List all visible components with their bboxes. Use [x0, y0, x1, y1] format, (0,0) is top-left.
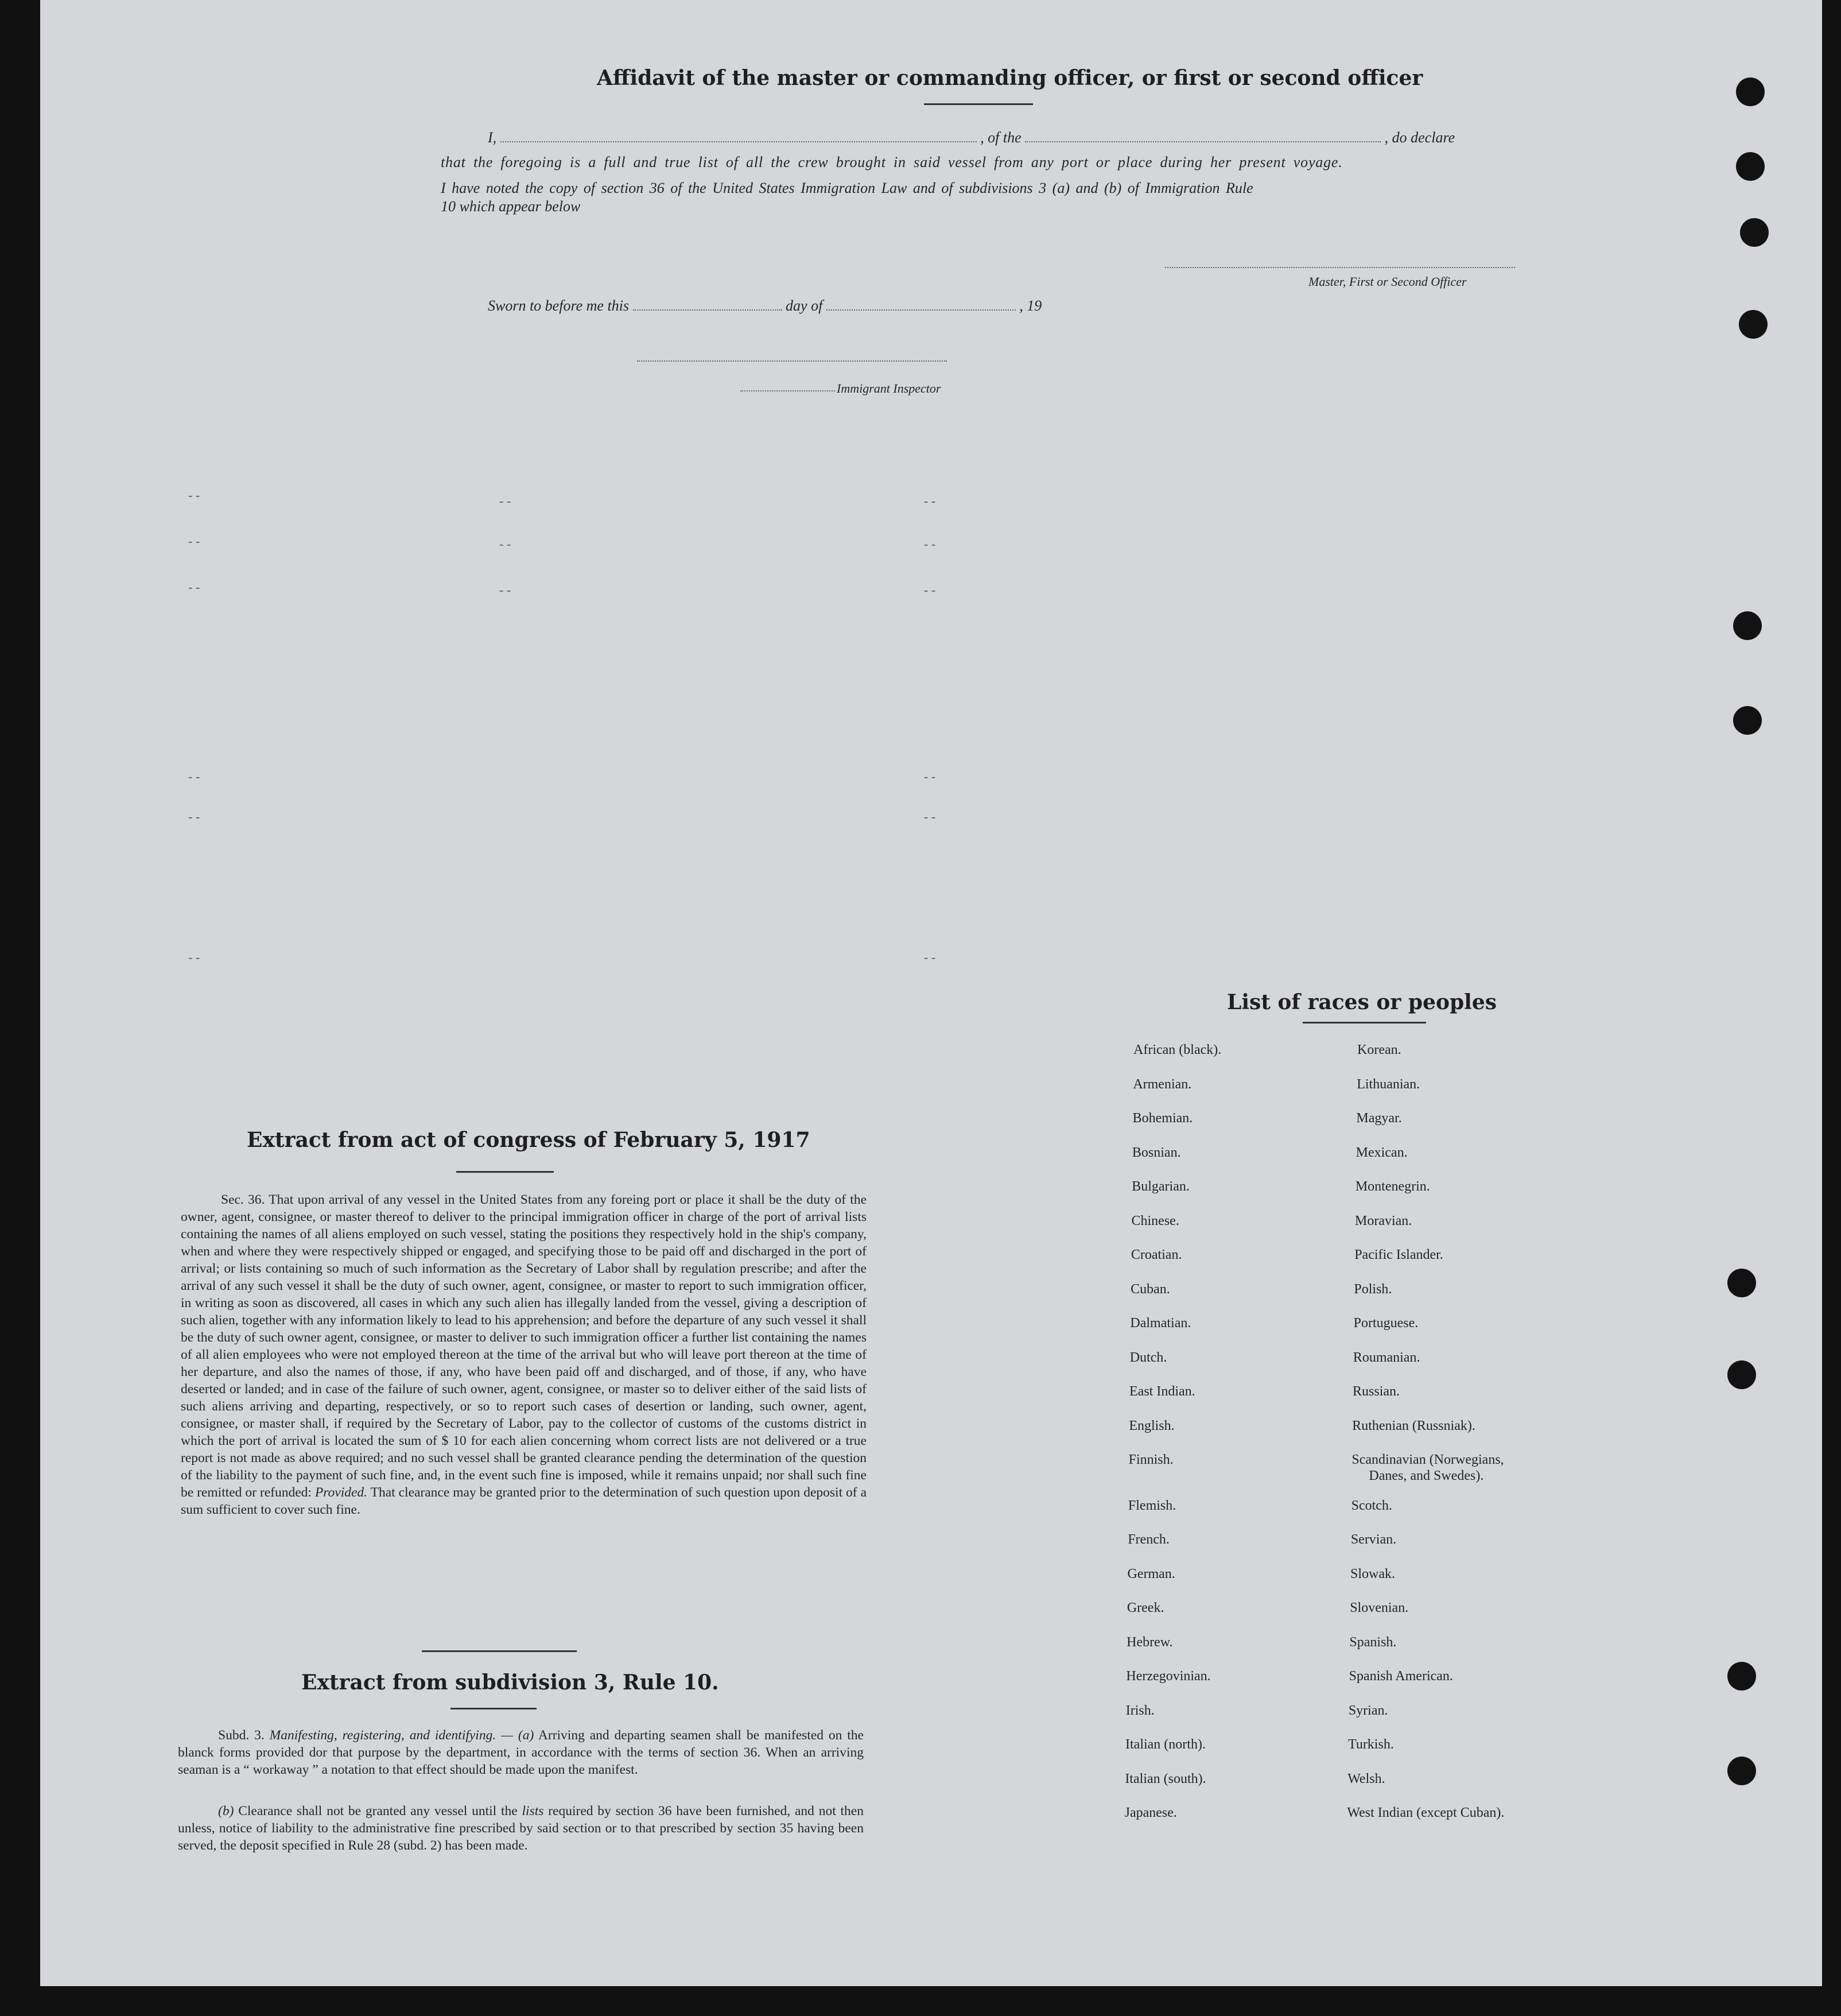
extract-rule-title: Extract from subdivision 3, Rule 10. [301, 1670, 719, 1695]
race-item: Danes, and Swedes). [1369, 1468, 1484, 1483]
binder-hole [1727, 1269, 1756, 1297]
race-item: East Indian. [1129, 1384, 1195, 1399]
faint-dash: - - [499, 583, 511, 597]
section-36-body: That upon arrival of any vessel in the United States from any foreing port or place it shall be the duty of the owner, agent, consignee, or master thereof to deliver to the principal immigration officer in charge of the port of arrival lists containing the names of all aliens employed on such vessel, stating the positions they respectively hold in the ship's company, when and where they were respectively shipped or engaged, and specifying those to be paid off and discharged in the port of arrival; or lists containing so much of such information as the Secretary of Labor shall by regulation prescribe; and after the arrival of any such vessel it shall be the duty of such owner, agent, consignee, or master to report to such immigration officer, in writing as soon as discovered, all cases in which any such alien has illegally landed from the vessel, giving a description of such alien, together with any information likely to lead to his apprehension; and before the departure of any such vessel it shall be the duty of such owner agent, consignee, or master to deliver to such immigration officer a further list containing the names of all alien employees who were not employed thereon at the time of the arrival but who will leave port thereon at the time of her departure, and also the names of those, if any, who have been paid off and discharged, and of those, if any, who have deserted or landed; and in case of the failure of such owner, agent, consignee, or master so to deliver either of the said lists of such aliens arriving and departing, respectively, or so to report such cases of desertion or landing, such owner, agent, consignee, or master shall, if required by the Secretary of Labor, pay to the collector of customs of the customs district in which the port of arrival is located the sum of $ 10 for each alien concerning whom correct lists are not delivered or a true report is not made as above required; and no such vessel shall be granted clearance pending the determination of the question of the liability to the payment of such fine, and, in the event such fine is imposed, while it remains unpaid; nor shall such fine be remitted or refunded: [181, 1192, 867, 1500]
subdivision-3-a-text [178, 1727, 864, 1778]
race-item: Bosnian. [1132, 1145, 1181, 1160]
race-item: Dalmatian. [1130, 1316, 1191, 1331]
binder-hole [1739, 310, 1768, 339]
race-item: Moravian. [1355, 1213, 1412, 1228]
faint-dash: - - [924, 769, 936, 784]
faint-dash: - - [924, 809, 936, 824]
race-item: Polish. [1354, 1281, 1392, 1297]
binder-hole [1727, 1360, 1756, 1389]
extract-rule-title-rule [450, 1708, 537, 1709]
section-divider-rule [422, 1650, 577, 1652]
race-item: English. [1129, 1418, 1175, 1433]
race-item: Syrian. [1348, 1703, 1388, 1718]
race-item: Bulgarian. [1132, 1179, 1190, 1194]
race-item: Croatian. [1131, 1247, 1182, 1262]
faint-dash: - - [924, 583, 936, 597]
race-item: Flemish. [1128, 1498, 1176, 1513]
faint-dash: - - [188, 769, 200, 784]
race-item: Magyar. [1356, 1111, 1402, 1126]
affidavit-i-label: I, [488, 129, 497, 146]
race-item: African (black). [1133, 1042, 1222, 1057]
subdivision-3-b-text [178, 1802, 864, 1854]
subd-label: Subd. 3. [218, 1728, 265, 1743]
binder-hole [1733, 611, 1762, 640]
race-item: West Indian (except Cuban). [1347, 1805, 1505, 1820]
subd-b-body-1: Clearance shall not be granted any vessel until the [238, 1804, 518, 1819]
name-field[interactable] [500, 141, 977, 142]
subd-heading: Manifesting, registering, and identifying. — (a) [269, 1728, 534, 1743]
race-item: Greek. [1127, 1600, 1164, 1615]
race-item: Bohemian. [1132, 1111, 1193, 1126]
sworn-line [488, 297, 1042, 315]
affidavit-of-label: , of the [980, 129, 1022, 146]
race-item: Finnish. [1128, 1452, 1174, 1467]
affidavit-title: Affidavit of the master or commanding officer, or first or second officer [597, 66, 1423, 90]
races-title: List of races or peoples [1227, 990, 1497, 1014]
extract-act-title-rule [456, 1171, 554, 1173]
master-signature-caption: Master, First or Second Officer [1308, 274, 1467, 289]
race-item: Pacific Islander. [1354, 1247, 1443, 1262]
race-item: Armenian. [1133, 1076, 1192, 1092]
race-item: Herzegovinian. [1126, 1669, 1211, 1684]
sworn-label: Sworn to before me this [488, 297, 630, 314]
faint-dash: - - [188, 534, 200, 548]
section-36-label: Sec. 36. [221, 1192, 265, 1207]
subd-b-lists: lists [522, 1804, 544, 1819]
race-item: Chinese. [1131, 1213, 1179, 1228]
race-item: Portuguese. [1353, 1316, 1419, 1331]
race-item: Montenegrin. [1355, 1179, 1430, 1194]
faint-dash: - - [499, 494, 511, 508]
inspector-short-line [740, 390, 835, 391]
race-item: Slovenian. [1350, 1600, 1409, 1615]
affidavit-line-1 [488, 129, 1555, 146]
affidavit-line-3: I have noted the copy of section 36 of the United States Immigration Law and of subdivisions 3 (a) and (b) of Immigration Rule [441, 180, 1253, 196]
binder-hole [1727, 1662, 1756, 1691]
race-item: Spanish American. [1349, 1669, 1453, 1684]
faint-dash: - - [924, 950, 936, 964]
binder-hole [1736, 77, 1765, 106]
day-of-label: day of [786, 297, 823, 314]
race-item: Italian (north). [1125, 1737, 1206, 1752]
race-item: Hebrew. [1127, 1634, 1173, 1650]
affidavit-title-rule [924, 103, 1033, 105]
race-item: Italian (south). [1125, 1771, 1206, 1786]
race-item: Servian. [1350, 1532, 1397, 1547]
faint-dash: - - [188, 580, 200, 594]
master-signature-line[interactable] [1165, 267, 1515, 268]
race-item: Russian. [1353, 1384, 1400, 1399]
race-item: Spanish. [1349, 1634, 1397, 1650]
race-item: Scotch. [1351, 1498, 1392, 1513]
race-item: Roumanian. [1353, 1350, 1420, 1365]
provided-label: Provided. [314, 1485, 368, 1500]
race-item: French. [1128, 1532, 1170, 1547]
binder-hole [1727, 1757, 1756, 1785]
faint-dash: - - [924, 494, 936, 508]
race-item: Korean. [1357, 1042, 1401, 1057]
subd-b-label: (b) [218, 1804, 234, 1819]
binder-hole [1736, 152, 1765, 181]
race-item: Cuban. [1131, 1281, 1170, 1297]
vessel-field[interactable] [1025, 141, 1381, 142]
race-item: Japanese. [1124, 1805, 1177, 1820]
race-item: Irish. [1125, 1703, 1155, 1718]
race-item: Turkish. [1348, 1737, 1394, 1752]
race-item: Dutch. [1129, 1350, 1167, 1365]
faint-dash: - - [499, 537, 511, 551]
races-title-rule [1303, 1022, 1426, 1023]
race-item: Ruthenian (Russniak). [1352, 1418, 1475, 1433]
binder-hole [1740, 218, 1769, 247]
subd-a-body: Arriving and departing seamen shall be manifested on the blanck forms provided dor that purpose by the department, in accordance with the terms of section 36. When an arriving seaman is a “ workaway ” a notation to that effect should be made upon the manifest. [178, 1728, 864, 1777]
inspector-signature-line[interactable] [637, 360, 947, 362]
year-label: , 19 [1019, 297, 1042, 314]
race-item: Mexican. [1355, 1145, 1408, 1160]
race-item: Welsh. [1347, 1771, 1385, 1786]
faint-dash: - - [188, 809, 200, 824]
race-item: Scandinavian (Norwegians, [1351, 1452, 1504, 1467]
race-item: Lithuanian. [1357, 1076, 1420, 1092]
sworn-month-field[interactable] [826, 309, 1016, 311]
faint-dash: - - [188, 488, 200, 502]
binder-hole [1733, 706, 1762, 735]
section-36-end: That clearance may be granted prior to the determination of such question upon deposit of a sum sufficient to cover such fine. [181, 1485, 867, 1517]
faint-dash: - - [188, 950, 200, 964]
subd-b-body-2: required by section 36 have been furnished, and not then unless, notice of liability to the administrative fine prescribed by said section or to that prescribed by section 35 having been served, the deposit specified in Rule 28 (subd. 2) has been made. [178, 1804, 864, 1853]
inspector-caption: Immigrant Inspector [837, 381, 941, 396]
section-36-text [181, 1191, 867, 1518]
sworn-day-field[interactable] [633, 309, 782, 311]
race-item: German. [1127, 1566, 1175, 1581]
affidavit-line-2: that the foregoing is a full and true list of all the crew brought in said vessel from any port or place during her present voyage. [441, 154, 1343, 170]
affidavit-declare-label: , do declare [1384, 129, 1455, 146]
form-page [40, 0, 1822, 1986]
faint-dash: - - [924, 537, 936, 551]
race-item: Slowak. [1350, 1566, 1395, 1581]
affidavit-line-4: 10 which appear below [441, 198, 581, 215]
extract-act-title: Extract from act of congress of February 5, 1917 [247, 1128, 810, 1152]
